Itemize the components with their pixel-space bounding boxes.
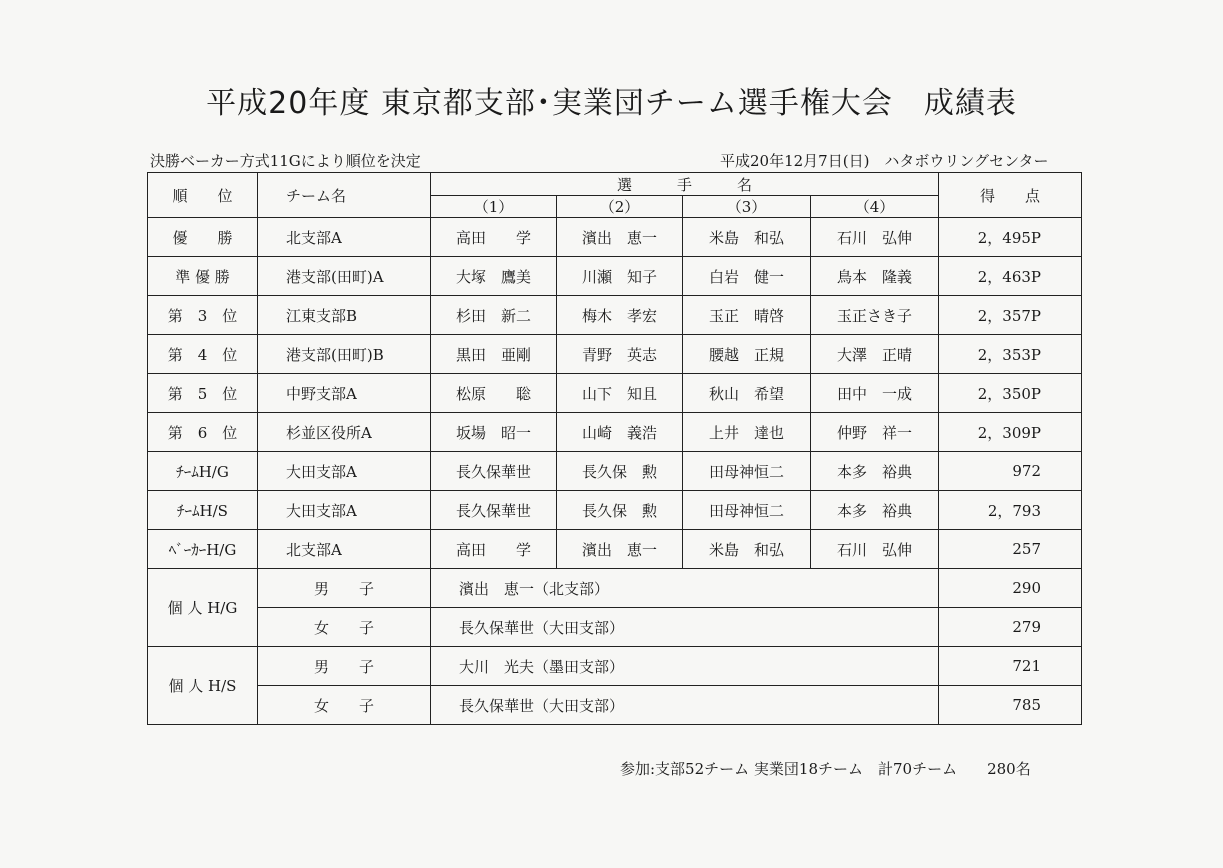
table-row <box>148 296 1082 335</box>
player-cell: 長久保華世 <box>431 491 557 530</box>
header-p2: （2） <box>557 196 683 218</box>
table-row <box>148 218 1082 257</box>
table-row <box>148 452 1082 491</box>
table-row <box>148 530 1082 569</box>
team-cell: 中野支部A <box>258 374 431 413</box>
table-row <box>148 374 1082 413</box>
table-row <box>148 257 1082 296</box>
team-cell: 大田支部A <box>258 491 431 530</box>
player-cell: 松原 聡 <box>431 374 557 413</box>
header-team: チーム名 <box>258 173 431 218</box>
header-p1: （1） <box>431 196 557 218</box>
individual-row <box>148 647 1082 686</box>
gender-cell: 女 子 <box>258 686 431 725</box>
rank-cell: 準 優 勝 <box>148 257 258 296</box>
player-cell: 杉田 新二 <box>431 296 557 335</box>
player-cell: 濱出 恵一 <box>557 530 683 569</box>
player-cell: 仲野 祥一 <box>811 413 939 452</box>
gender-cell: 男 子 <box>258 569 431 608</box>
player-cell: 秋山 希望 <box>683 374 811 413</box>
player-cell: 本多 裕典 <box>811 452 939 491</box>
player-cell: 大澤 正晴 <box>811 335 939 374</box>
score-cell: 279 <box>939 608 1082 647</box>
individual-row <box>148 686 1082 725</box>
score-cell: 2，357P <box>939 296 1082 335</box>
gender-cell: 女 子 <box>258 608 431 647</box>
table-row <box>148 491 1082 530</box>
score-cell: 2，353P <box>939 335 1082 374</box>
score-cell: 2，350P <box>939 374 1082 413</box>
player-cell: 川瀬 知子 <box>557 257 683 296</box>
rank-cell: 第 4 位 <box>148 335 258 374</box>
score-cell: 257 <box>939 530 1082 569</box>
player-cell: 白岩 健一 <box>683 257 811 296</box>
individual-category: 個 人 H/S <box>148 647 258 725</box>
results-table <box>147 172 1082 725</box>
player-cell: 坂場 昭一 <box>431 413 557 452</box>
player-cell: 米島 和弘 <box>683 218 811 257</box>
player-cell: 青野 英志 <box>557 335 683 374</box>
player-cell: 本多 裕典 <box>811 491 939 530</box>
rank-cell: ﾁｰﾑH/G <box>148 452 258 491</box>
player-cell: 石川 弘伸 <box>811 218 939 257</box>
team-cell: 港支部(田町)B <box>258 335 431 374</box>
team-cell: 港支部(田町)A <box>258 257 431 296</box>
player-cell: 田母神恒二 <box>683 452 811 491</box>
score-cell: 2，309P <box>939 413 1082 452</box>
player-cell: 石川 弘伸 <box>811 530 939 569</box>
gender-cell: 男 子 <box>258 647 431 686</box>
participation-footer: 参加:支部52チーム 実業団18チーム 計70チーム 280名 <box>620 760 1031 778</box>
rank-cell: 第 6 位 <box>148 413 258 452</box>
player-cell: 米島 和弘 <box>683 530 811 569</box>
player-cell: 玉正 晴啓 <box>683 296 811 335</box>
header-p4: （4） <box>811 196 939 218</box>
individual-category: 個 人 H/G <box>148 569 258 647</box>
team-cell: 江東支部B <box>258 296 431 335</box>
score-cell: 785 <box>939 686 1082 725</box>
header-score: 得 点 <box>939 173 1082 218</box>
player-cell: 梅木 孝宏 <box>557 296 683 335</box>
individual-row <box>148 608 1082 647</box>
score-cell: 290 <box>939 569 1082 608</box>
team-cell: 大田支部A <box>258 452 431 491</box>
team-cell: 北支部A <box>258 530 431 569</box>
player-cell: 玉正さき子 <box>811 296 939 335</box>
individual-name: 長久保華世（大田支部） <box>431 686 939 725</box>
score-cell: 972 <box>939 452 1082 491</box>
score-cell: 2，495P <box>939 218 1082 257</box>
page-title: 平成20年度 東京都支部･実業団チーム選手権大会 成績表 <box>206 86 1017 121</box>
player-cell: 高田 学 <box>431 530 557 569</box>
individual-name: 長久保華世（大田支部） <box>431 608 939 647</box>
player-cell: 長久保華世 <box>431 452 557 491</box>
player-cell: 山下 知且 <box>557 374 683 413</box>
rank-cell: 第 5 位 <box>148 374 258 413</box>
player-cell: 長久保 勲 <box>557 491 683 530</box>
team-cell: 北支部A <box>258 218 431 257</box>
player-cell: 大塚 鷹美 <box>431 257 557 296</box>
header-row <box>148 173 1082 196</box>
score-cell: 2，463P <box>939 257 1082 296</box>
player-cell: 山崎 義浩 <box>557 413 683 452</box>
individual-row <box>148 569 1082 608</box>
header-players: 選 手 名 <box>431 173 939 196</box>
player-cell: 黒田 亜剛 <box>431 335 557 374</box>
method-note: 決勝ベーカー方式11Gにより順位を決定 <box>150 152 421 170</box>
individual-name: 大川 光夫（墨田支部） <box>431 647 939 686</box>
score-cell: 721 <box>939 647 1082 686</box>
header-rank: 順 位 <box>148 173 258 218</box>
player-cell: 高田 学 <box>431 218 557 257</box>
player-cell: 濱出 恵一 <box>557 218 683 257</box>
rank-cell: ﾍﾞｰｶｰH/G <box>148 530 258 569</box>
date-venue: 平成20年12月7日(日) ハタボウリングセンター <box>720 152 1049 170</box>
table-row <box>148 335 1082 374</box>
individual-name: 濱出 恵一（北支部） <box>431 569 939 608</box>
player-cell: 腰越 正規 <box>683 335 811 374</box>
team-cell: 杉並区役所A <box>258 413 431 452</box>
rank-cell: ﾁｰﾑH/S <box>148 491 258 530</box>
player-cell: 鳥本 隆義 <box>811 257 939 296</box>
player-cell: 田母神恒二 <box>683 491 811 530</box>
score-cell: 2，793 <box>939 491 1082 530</box>
player-cell: 上井 達也 <box>683 413 811 452</box>
rank-cell: 優 勝 <box>148 218 258 257</box>
player-cell: 長久保 勲 <box>557 452 683 491</box>
player-cell: 田中 一成 <box>811 374 939 413</box>
rank-cell: 第 3 位 <box>148 296 258 335</box>
table-row <box>148 413 1082 452</box>
header-p3: （3） <box>683 196 811 218</box>
